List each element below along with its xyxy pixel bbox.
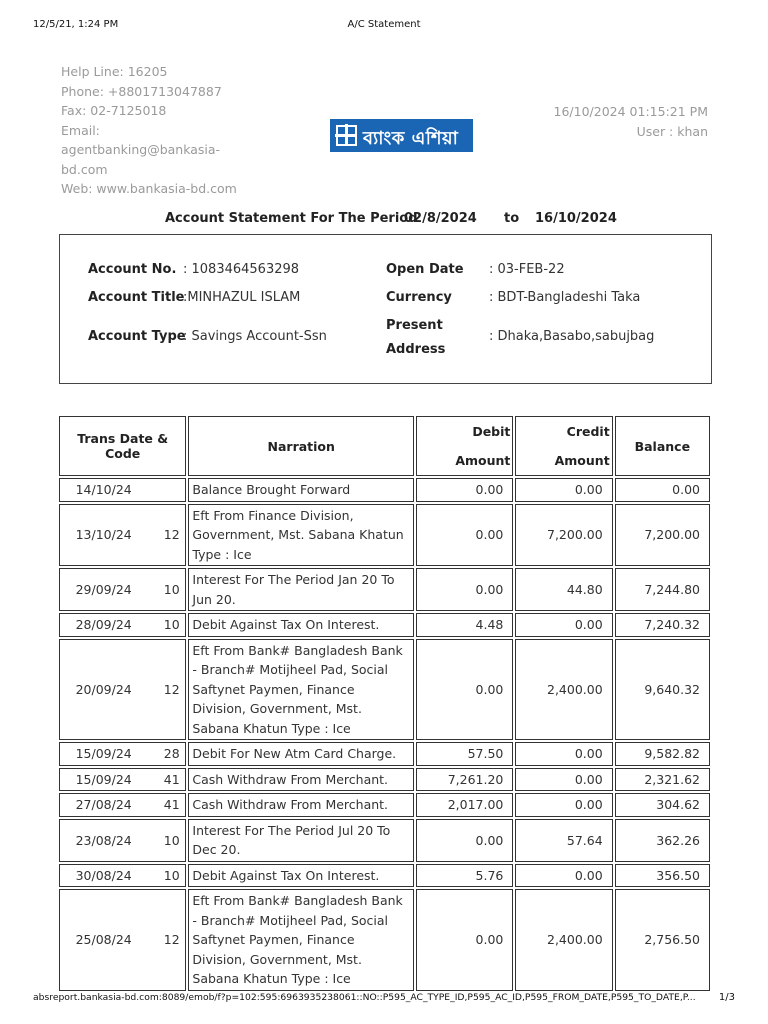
credit-amount: 2,400.00 — [515, 639, 612, 741]
period-to-label: to — [504, 211, 520, 226]
header-balance: Balance — [615, 416, 710, 476]
currency-label: Currency — [386, 290, 452, 305]
table-row — [59, 793, 710, 817]
period-to: 16/10/2024 — [535, 211, 617, 226]
balance: 9,582.82 — [615, 742, 710, 766]
balance: 7,200.00 — [615, 504, 710, 567]
period-label: Account Statement For The Period — [165, 211, 418, 226]
debit-amount: 0.00 — [416, 639, 513, 741]
print-page-title: A/C Statement — [347, 19, 421, 30]
trans-date-code — [59, 742, 186, 766]
table-row — [59, 768, 710, 792]
transactions-body — [59, 478, 710, 991]
credit-amount: 0.00 — [515, 793, 612, 817]
debit-amount: 4.48 — [416, 613, 513, 637]
narration: Cash Withdraw From Merchant. — [188, 768, 414, 792]
credit-amount: 0.00 — [515, 613, 612, 637]
narration: Interest For The Period Jan 20 To Jun 20. — [188, 568, 414, 611]
helpline: Help Line: 16205 — [61, 64, 168, 79]
table-row — [59, 504, 710, 567]
debit-amount: 0.00 — [416, 819, 513, 862]
narration: Eft From Bank# Bangladesh Bank - Branch# Motijheel Pad, Social Saftynet Paymen, Finance Division, Government, Mst. Sabana Khatun Type : Ice — [188, 889, 414, 991]
header-credit: Credit Amount — [515, 416, 612, 476]
print-info — [554, 102, 708, 141]
trans-code: 10 — [163, 617, 180, 633]
narration: Cash Withdraw From Merchant. — [188, 793, 414, 817]
table-row — [59, 478, 710, 502]
header-trans-date-code: Trans Date & Code — [59, 416, 186, 476]
debit-amount: 0.00 — [416, 504, 513, 567]
narration: Debit Against Tax On Interest. — [188, 864, 414, 888]
trans-code: 12 — [163, 932, 180, 948]
debit-amount: 0.00 — [416, 889, 513, 991]
table-header-row — [59, 416, 710, 476]
contact-info — [61, 62, 261, 199]
credit-amount: 0.00 — [515, 742, 612, 766]
balance: 7,244.80 — [615, 568, 710, 611]
trans-date: 14/10/24 — [75, 482, 132, 498]
trans-date-code — [59, 639, 186, 741]
print-page-number: 1/3 — [718, 992, 735, 1003]
print-footer — [0, 990, 768, 1006]
currency-value: : BDT-Bangladeshi Taka — [489, 290, 641, 305]
trans-code: 12 — [163, 681, 180, 697]
trans-date-code — [59, 478, 186, 502]
narration: Debit Against Tax On Interest. — [188, 613, 414, 637]
credit-amount: 7,200.00 — [515, 504, 612, 567]
trans-code: 10 — [163, 582, 180, 597]
bank-asia-logo-mark-icon — [336, 125, 357, 146]
report-user: User : khan — [636, 123, 708, 139]
trans-date: 28/09/24 — [75, 617, 132, 633]
fax: Fax: 02-7125018 — [61, 103, 167, 118]
account-no-value: : 1083464563298 — [183, 262, 300, 277]
trans-code: 10 — [163, 867, 180, 883]
print-datetime: 12/5/21, 1:24 PM — [33, 19, 119, 30]
balance: 0.00 — [615, 478, 710, 502]
phone: Phone: +8801713047887 — [61, 83, 222, 99]
trans-date-code — [59, 864, 186, 888]
account-type-value: : Savings Account-Ssn — [183, 329, 327, 344]
website: Web: www.bankasia-bd.com — [61, 181, 237, 196]
trans-date: 27/08/24 — [75, 797, 132, 813]
debit-amount: 2,017.00 — [416, 793, 513, 817]
debit-amount: 7,261.20 — [416, 768, 513, 792]
narration: Interest For The Period Jul 20 To Dec 20. — [188, 819, 414, 862]
transactions-table — [57, 414, 712, 993]
account-title-label: Account Title — [88, 290, 185, 305]
account-info-box — [59, 234, 712, 384]
trans-code: 41 — [163, 797, 180, 813]
email-line-1: Email: agentbanking@bankasia- — [61, 122, 221, 157]
trans-date: 15/09/24 — [75, 746, 132, 762]
table-row — [59, 568, 710, 611]
credit-amount: 0.00 — [515, 864, 612, 888]
trans-date: 20/09/24 — [75, 681, 132, 697]
table-row — [59, 742, 710, 766]
print-url: absreport.bankasia-bd.com:8089/emob/f?p=102:595:6963935238061::NO::P595_AC_TYPE_ID,P595_AC_ID,P595_FROM_DATE,P595_TO_DATE,P... — [33, 992, 696, 1003]
trans-date-code — [59, 793, 186, 817]
debit-amount: 0.00 — [416, 478, 513, 502]
address-value: : Dhaka,Basabo,sabujbag — [489, 329, 655, 344]
open-date-value: : 03-FEB-22 — [489, 262, 565, 277]
trans-date-code — [59, 568, 186, 611]
trans-date: 23/08/24 — [75, 832, 132, 848]
address-label-2: Address — [386, 342, 446, 357]
narration: Eft From Bank# Bangladesh Bank - Branch# Motijheel Pad, Social Saftynet Paymen, Finance Division, Government, Mst. Sabana Khatun Type : Ice — [188, 639, 414, 741]
table-row — [59, 889, 710, 991]
email-line-2: bd.com — [61, 161, 108, 177]
narration: Eft From Finance Division, Government, Mst. Sabana Khatun Type : Ice — [188, 504, 414, 567]
period-from: 02/8/2024 — [404, 211, 477, 226]
trans-date: 13/10/24 — [75, 527, 132, 543]
credit-amount: 0.00 — [515, 768, 612, 792]
bank-logo — [330, 119, 473, 152]
header-narration: Narration — [188, 416, 414, 476]
balance: 7,240.32 — [615, 613, 710, 637]
trans-date: 15/09/24 — [75, 771, 132, 787]
trans-date-code — [59, 504, 186, 567]
trans-code: 41 — [163, 771, 180, 787]
balance: 9,640.32 — [615, 639, 710, 741]
balance: 304.62 — [615, 793, 710, 817]
trans-date-code — [59, 768, 186, 792]
debit-amount: 0.00 — [416, 568, 513, 611]
debit-amount: 5.76 — [416, 864, 513, 888]
debit-amount: 57.50 — [416, 742, 513, 766]
credit-amount: 2,400.00 — [515, 889, 612, 991]
trans-date-code — [59, 819, 186, 862]
table-row — [59, 864, 710, 888]
balance: 2,756.50 — [615, 889, 710, 991]
report-timestamp: 16/10/2024 01:15:21 PM — [553, 104, 708, 119]
table-row — [59, 819, 710, 862]
trans-date: 29/09/24 — [75, 582, 132, 597]
narration: Balance Brought Forward — [188, 478, 414, 502]
trans-code: 28 — [163, 746, 180, 762]
header-debit: Debit Amount — [416, 416, 513, 476]
account-type-label: Account Type — [88, 329, 186, 344]
print-header — [0, 0, 768, 40]
balance: 362.26 — [615, 819, 710, 862]
balance: 2,321.62 — [615, 768, 710, 792]
trans-date-code — [59, 889, 186, 991]
trans-code: 10 — [163, 832, 180, 848]
trans-code: 12 — [163, 527, 180, 543]
narration: Debit For New Atm Card Charge. — [188, 742, 414, 766]
account-no-label: Account No. — [88, 262, 177, 277]
table-row — [59, 613, 710, 637]
credit-amount: 57.64 — [515, 819, 612, 862]
trans-date: 30/08/24 — [75, 867, 132, 883]
balance: 356.50 — [615, 864, 710, 888]
trans-date: 25/08/24 — [75, 932, 132, 948]
bank-logo-text: ব্যাংক এশিয়া — [363, 128, 459, 149]
open-date-label: Open Date — [386, 262, 464, 277]
address-label-1: Present — [386, 318, 443, 333]
credit-amount: 44.80 — [515, 568, 612, 611]
table-row — [59, 639, 710, 741]
account-title-value: :MINHAZUL ISLAM — [183, 290, 301, 305]
credit-amount: 0.00 — [515, 478, 612, 502]
trans-date-code — [59, 613, 186, 637]
